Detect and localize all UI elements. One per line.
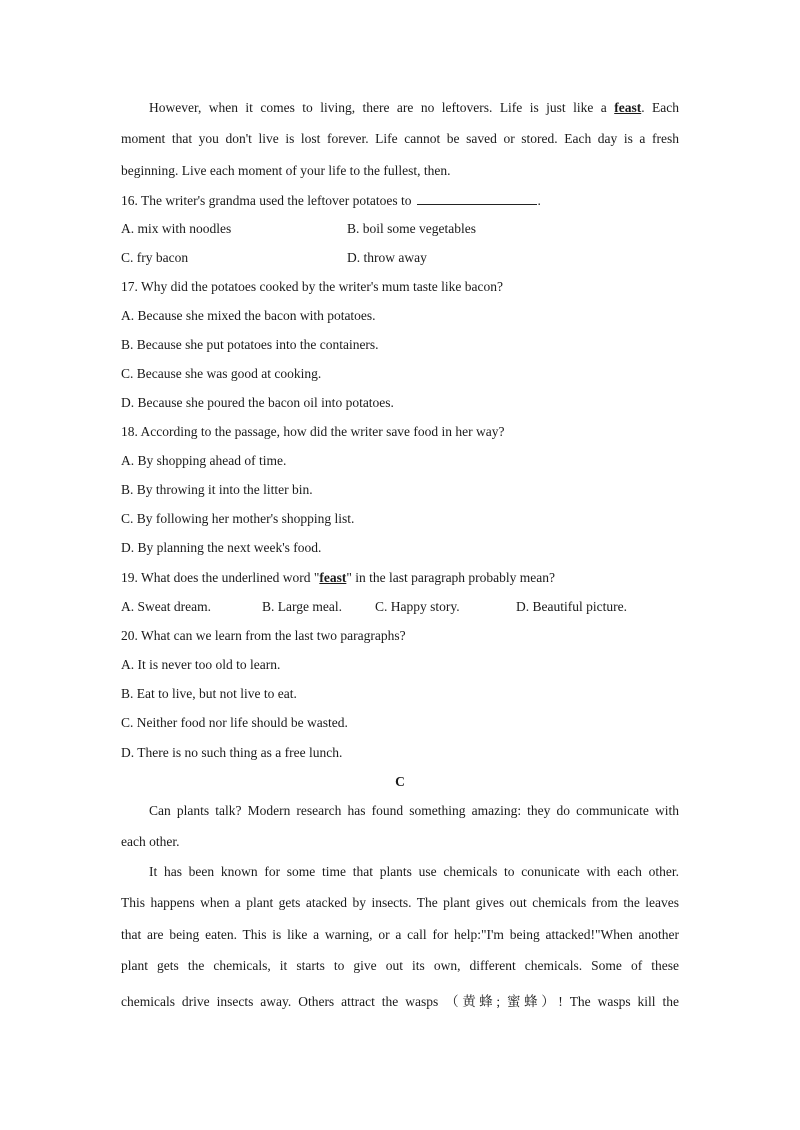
underlined-word-feast: feast — [319, 570, 347, 585]
answer-blank — [417, 192, 537, 205]
q16-option-b: B. boil some vegetables — [347, 221, 476, 236]
question-18-stem: 18. According to the passage, how did the writer save food in her way? — [121, 424, 505, 439]
q20-option-a: A. It is never too old to learn. — [121, 657, 281, 672]
paragraph-line: This happens when a plant gets atacked by insects. The plant gives out chemicals from the leaves — [121, 895, 679, 910]
text-run: 16. The writer's grandma used the leftover potatoes to — [121, 193, 412, 208]
paragraph-line: It has been known for some time that plants use chemicals to conunicate with each other. — [149, 864, 679, 879]
paragraph-line — [149, 100, 679, 116]
question-20-stem: 20. What can we learn from the last two paragraphs? — [121, 628, 406, 643]
q19-option-b: B. Large meal. — [262, 599, 342, 614]
q16-option-d: D. throw away — [347, 250, 427, 265]
q20-option-d: D. There is no such thing as a free lunch. — [121, 745, 343, 760]
paragraph-line: beginning. Live each moment of your life to the fullest, then. — [121, 163, 451, 178]
q17-option-d: D. Because she poured the bacon oil into potatoes. — [121, 395, 394, 410]
text-run: . — [537, 193, 541, 208]
paragraph-line: plant gets the chemicals, it starts to give out its own, different chemicals. Some of these — [121, 958, 679, 973]
q20-option-c: C. Neither food nor life should be wasted. — [121, 715, 348, 730]
q20-option-b: B. Eat to live, but not live to eat. — [121, 686, 297, 701]
paragraph-line: chemicals drive insects away. Others attract the wasps （黄蜂; 蜜蜂）! The wasps kill the — [121, 994, 679, 1009]
q17-option-b: B. Because she put potatoes into the containers. — [121, 337, 379, 352]
text-run: . Each — [641, 100, 680, 115]
section-heading: C — [395, 774, 405, 789]
q17-option-c: C. Because she was good at cooking. — [121, 366, 322, 381]
q18-option-d: D. By planning the next week's food. — [121, 540, 322, 555]
q19-option-a: A. Sweat dream. — [121, 599, 211, 614]
paragraph-line: that are being eaten. This is like a warning, or a call for help:"I'm being attacked!"When another — [121, 927, 679, 942]
q16-option-a: A. mix with noodles — [121, 221, 232, 236]
question-17-stem: 17. Why did the potatoes cooked by the writer's mum taste like bacon? — [121, 279, 503, 294]
q18-option-c: C. By following her mother's shopping list. — [121, 511, 355, 526]
paragraph-line: Can plants talk? Modern research has found something amazing: they do communicate with — [149, 803, 679, 818]
q19-option-c: C. Happy story. — [375, 599, 460, 614]
q18-option-b: B. By throwing it into the litter bin. — [121, 482, 313, 497]
question-19-stem — [121, 570, 679, 586]
question-16-stem — [121, 192, 679, 209]
text-run: " in the last paragraph probably mean? — [346, 570, 556, 585]
q19-option-d: D. Beautiful picture. — [516, 599, 627, 614]
q18-option-a: A. By shopping ahead of time. — [121, 453, 287, 468]
q16-option-c: C. fry bacon — [121, 250, 189, 265]
paragraph-line: each other. — [121, 834, 180, 849]
underlined-word-feast: feast — [614, 100, 642, 115]
text-run: However, when it comes to living, there are no leftovers. Life is just like a — [149, 100, 615, 115]
paragraph-line: moment that you don't live is lost forever. Life cannot be saved or stored. Each day is a fresh — [121, 131, 679, 146]
q17-option-a: A. Because she mixed the bacon with potatoes. — [121, 308, 376, 323]
text-run: 19. What does the underlined word " — [121, 570, 320, 585]
